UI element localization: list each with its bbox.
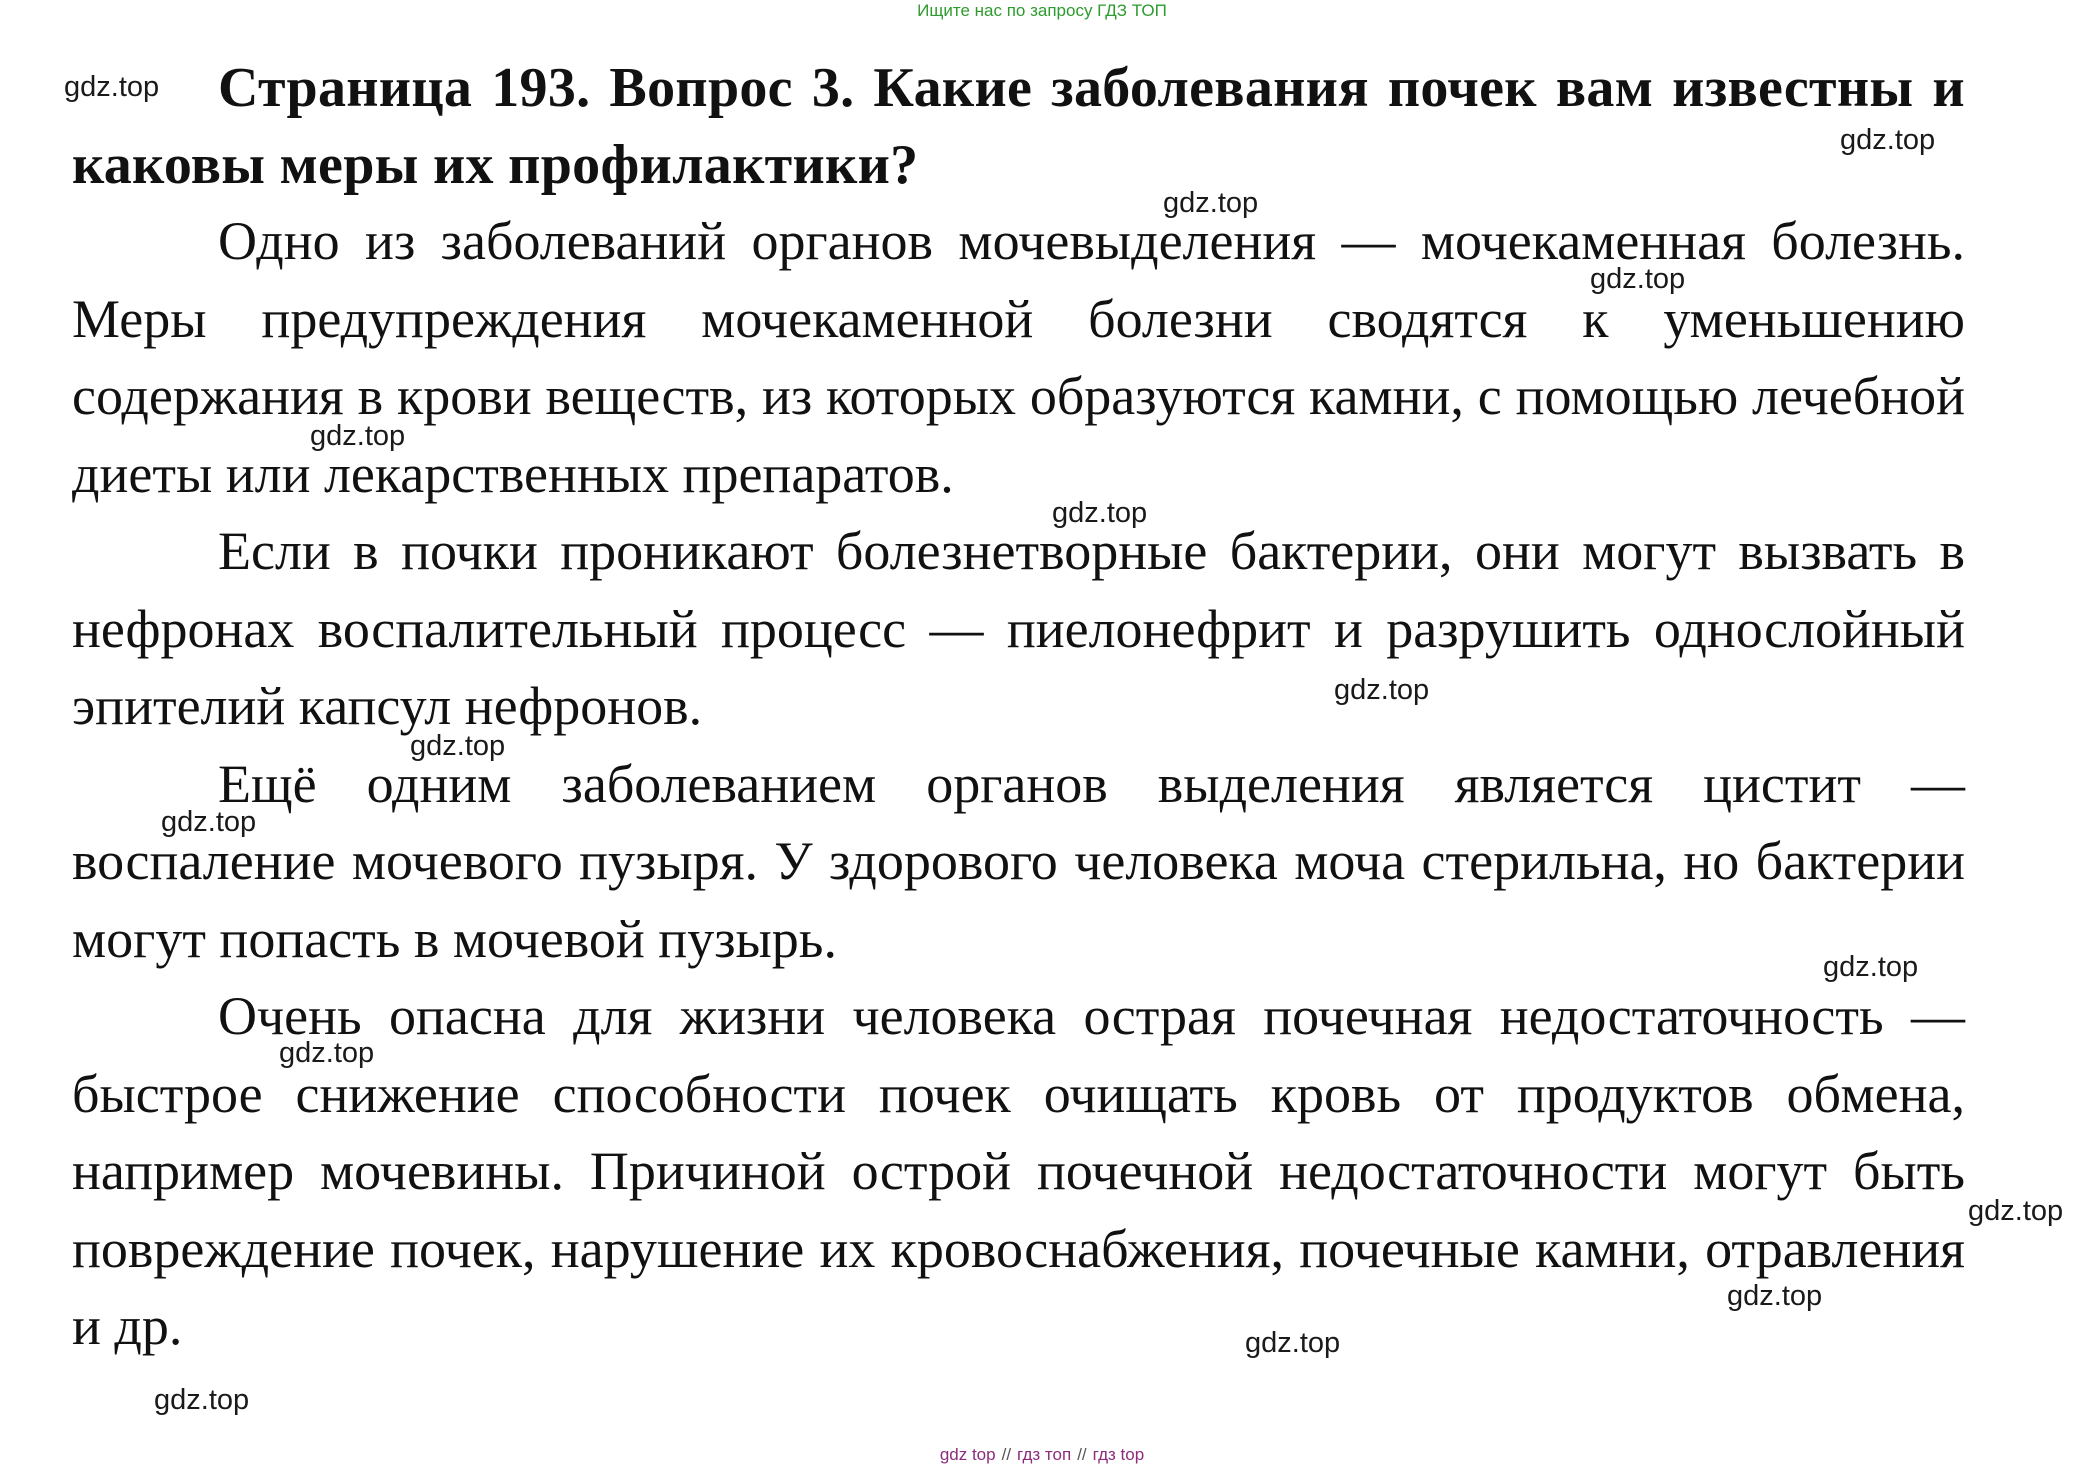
question-heading: Страница 193. Вопрос 3. Какие заболевания почек вам известны и каковы меры их профилактики? xyxy=(72,57,1965,196)
answer-paragraph: Если в почки проникают болезнетворные бактерии, они могут вызвать в нефронах воспалительный процесс — пиелонефрит и разрушить однослойный эпителий капсул нефронов. xyxy=(72,521,1965,736)
watermark: gdz.top xyxy=(1823,951,1919,983)
watermark: gdz.top xyxy=(1968,1195,2064,1227)
footer-separator: // xyxy=(1077,1445,1087,1464)
footer-link[interactable]: гдз top xyxy=(1092,1445,1145,1464)
watermark: gdz.top xyxy=(279,1037,375,1069)
watermark: gdz.top xyxy=(1334,674,1430,706)
search-banner: Ищите нас по запросу ГДЗ ТОП xyxy=(917,1,1167,20)
watermark: gdz.top xyxy=(1052,497,1148,529)
watermark: gdz.top xyxy=(1840,124,1936,156)
footer-separator: // xyxy=(1001,1445,1012,1464)
watermark: gdz.top xyxy=(154,1384,250,1416)
watermark: gdz.top xyxy=(161,806,257,838)
watermark: gdz.top xyxy=(1163,187,1259,219)
watermark: gdz.top xyxy=(1590,263,1686,295)
watermark: gdz.top xyxy=(64,71,160,103)
answer-paragraph: Одно из заболеваний органов мочевыделения — мочекаменная болезнь. Меры предупреждения мочекаменной болезни сводятся к уменьшению содержания в крови веществ, из которых образуются камни, с помощью лечебной диеты или лекарственных препаратов. xyxy=(72,211,1965,504)
answer-body xyxy=(72,203,1965,1366)
answer-paragraph: Очень опасна для жизни человека острая почечная недостаточность — быстрое снижение способности почек очищать кровь от продуктов обмена, например мочевины. Причиной острой почечной недостаточности могут быть повреждение почек, нарушение их кровоснабжения, почечные камни, отравления и др. xyxy=(72,986,1965,1356)
footer-links xyxy=(0,1444,2084,1466)
answer-paragraph: Ещё одним заболеванием органов выделения является цистит — воспаление мочевого пузыря. У здорового человека моча стерильна, но бактерии могут попасть в мочевой пузырь. xyxy=(72,753,1965,969)
watermark: gdz.top xyxy=(410,730,506,762)
watermark: gdz.top xyxy=(1245,1327,1341,1359)
watermark: gdz.top xyxy=(1727,1280,1823,1312)
footer-link[interactable]: gdz top xyxy=(939,1445,996,1464)
watermark: gdz.top xyxy=(310,420,406,452)
footer-link[interactable]: гдз топ xyxy=(1017,1445,1072,1464)
